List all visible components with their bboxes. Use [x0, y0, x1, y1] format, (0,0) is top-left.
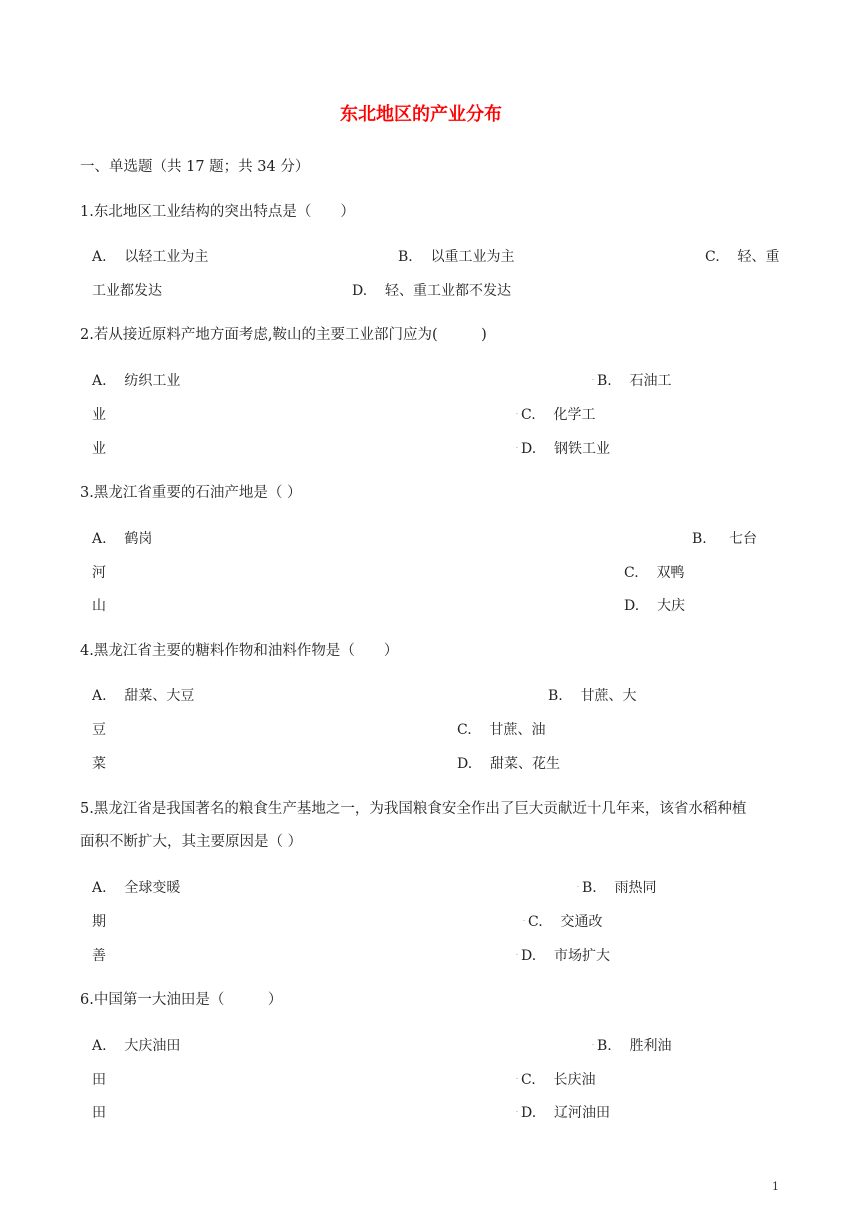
- option-text: 长庆油: [553, 1072, 596, 1088]
- option-d[interactable]: [521, 439, 610, 459]
- option-a[interactable]: [92, 371, 180, 391]
- option-text: 七台: [729, 531, 758, 547]
- option-d[interactable]: [457, 754, 560, 774]
- option-b[interactable]: [597, 1036, 672, 1056]
- option-c[interactable]: [521, 405, 595, 425]
- option-text: 甘蔗、油: [489, 722, 546, 738]
- option-b[interactable]: [692, 529, 757, 549]
- option-letter: A.: [92, 531, 107, 547]
- option-c[interactable]: [528, 912, 602, 932]
- option-letter: C.: [521, 407, 536, 423]
- question-stem: 6.中国第一大油田是（ ）: [80, 992, 283, 1008]
- option-letter: C.: [705, 249, 720, 265]
- question-stem: 5.黑龙江省是我国著名的粮食生产基地之一，为我国粮食安全作出了巨大贡献近十几年来，该省水稻种植: [80, 801, 747, 817]
- option-letter: B.: [548, 688, 563, 704]
- option-text: 甜菜、大豆: [124, 688, 195, 704]
- option-text: 雨热同: [614, 880, 657, 896]
- option-letter: B.: [597, 373, 612, 389]
- option-text: 石油工: [629, 373, 672, 389]
- option-b[interactable]: [398, 247, 515, 267]
- option-letter: A.: [92, 688, 107, 704]
- question-stem: 1.东北地区工业结构的突出特点是（ ）: [80, 204, 355, 220]
- option-b-wrap: 善: [92, 948, 106, 964]
- option-letter: C.: [521, 1072, 536, 1088]
- option-b-wrap: 业: [92, 441, 106, 457]
- question-stem: 4.黑龙江省主要的糖料作物和油料作物是（ ）: [80, 643, 399, 659]
- option-letter: D.: [352, 283, 368, 299]
- option-b-wrap: 山: [92, 598, 106, 614]
- option-text: 轻、重工业都不发达: [385, 283, 511, 299]
- marker-dot: ·: [516, 1076, 518, 1083]
- option-text: 甜菜、花生: [490, 756, 560, 772]
- option-b-wrap: 菜: [92, 756, 106, 772]
- option-letter: C.: [457, 722, 472, 738]
- option-letter: B.: [398, 249, 413, 265]
- option-text: 鹤岗: [124, 531, 153, 547]
- option-c[interactable]: [705, 247, 779, 267]
- option-text: 化学工: [553, 407, 596, 423]
- question-stem-continued: 面积不断扩大，其主要原因是（ ）: [80, 834, 303, 850]
- marker-dot: ·: [516, 445, 518, 452]
- option-text: 大庆: [657, 598, 685, 614]
- option-text: 纺织工业: [124, 373, 181, 389]
- option-text: 交通改: [560, 914, 603, 930]
- question-stem: 3.黑龙江省重要的石油产地是（ ）: [80, 485, 302, 501]
- option-letter: D.: [624, 598, 640, 614]
- option-b-wrap: 田: [92, 1105, 106, 1121]
- option-text: 全球变暖: [124, 880, 181, 896]
- option-d[interactable]: [521, 946, 610, 966]
- option-b[interactable]: [597, 371, 672, 391]
- option-text: 胜利油: [629, 1038, 672, 1054]
- option-a[interactable]: [92, 686, 194, 706]
- marker-dot: ·: [516, 411, 518, 418]
- question-stem: 2.若从接近原料产地方面考虑,鞍山的主要工业部门应为( ): [80, 327, 487, 343]
- marker-dot: ·: [577, 884, 579, 891]
- option-d[interactable]: [624, 596, 685, 616]
- option-d[interactable]: [521, 1103, 610, 1123]
- option-d[interactable]: [352, 281, 511, 301]
- marker-dot: ·: [523, 918, 525, 925]
- option-b[interactable]: [582, 878, 657, 898]
- option-b[interactable]: [548, 686, 637, 706]
- option-letter: D.: [457, 756, 473, 772]
- option-a-wrap: 期: [92, 914, 106, 930]
- option-a-wrap: 豆: [92, 722, 106, 738]
- option-a-wrap: 田: [92, 1072, 106, 1088]
- option-a[interactable]: [92, 878, 180, 898]
- option-c[interactable]: [457, 720, 545, 740]
- option-letter: A.: [92, 373, 107, 389]
- option-text: 市场扩大: [554, 948, 610, 964]
- option-letter: A.: [92, 1038, 107, 1054]
- option-c-wrap: 工业都发达: [92, 283, 162, 299]
- option-text: 双鸭: [656, 565, 685, 581]
- marker-dot: ·: [516, 952, 518, 959]
- option-text: 大庆油田: [124, 1038, 181, 1054]
- option-letter: B.: [582, 880, 597, 896]
- option-letter: D.: [521, 948, 537, 964]
- option-letter: D.: [521, 1105, 537, 1121]
- marker-dot: ·: [516, 1109, 518, 1116]
- marker-dot: ·: [592, 377, 594, 384]
- option-letter: C.: [624, 565, 639, 581]
- option-text: 以轻工业为主: [124, 249, 209, 265]
- option-letter: B.: [597, 1038, 612, 1054]
- option-text: 轻、重: [737, 249, 780, 265]
- section-heading: 一、单选题（共 17 题；共 34 分）: [80, 159, 310, 175]
- option-letter: D.: [521, 441, 537, 457]
- option-letter: A.: [92, 249, 107, 265]
- option-c[interactable]: [624, 563, 684, 583]
- option-a[interactable]: [92, 247, 208, 267]
- option-a-wrap: 业: [92, 407, 106, 423]
- page-number: 1: [772, 1180, 779, 1193]
- option-a[interactable]: [92, 529, 152, 549]
- marker-dot: ·: [592, 1042, 594, 1049]
- option-letter: A.: [92, 880, 107, 896]
- option-text: 以重工业为主: [430, 249, 515, 265]
- option-letter: B.: [692, 531, 707, 547]
- option-letter: C.: [528, 914, 543, 930]
- option-text: 钢铁工业: [554, 441, 610, 457]
- option-a-wrap: 河: [92, 565, 106, 581]
- option-text: 甘蔗、大: [580, 688, 637, 704]
- option-c[interactable]: [521, 1070, 595, 1090]
- option-text: 辽河油田: [554, 1105, 610, 1121]
- option-a[interactable]: [92, 1036, 180, 1056]
- page-title: 东北地区的产业分布: [340, 104, 502, 125]
